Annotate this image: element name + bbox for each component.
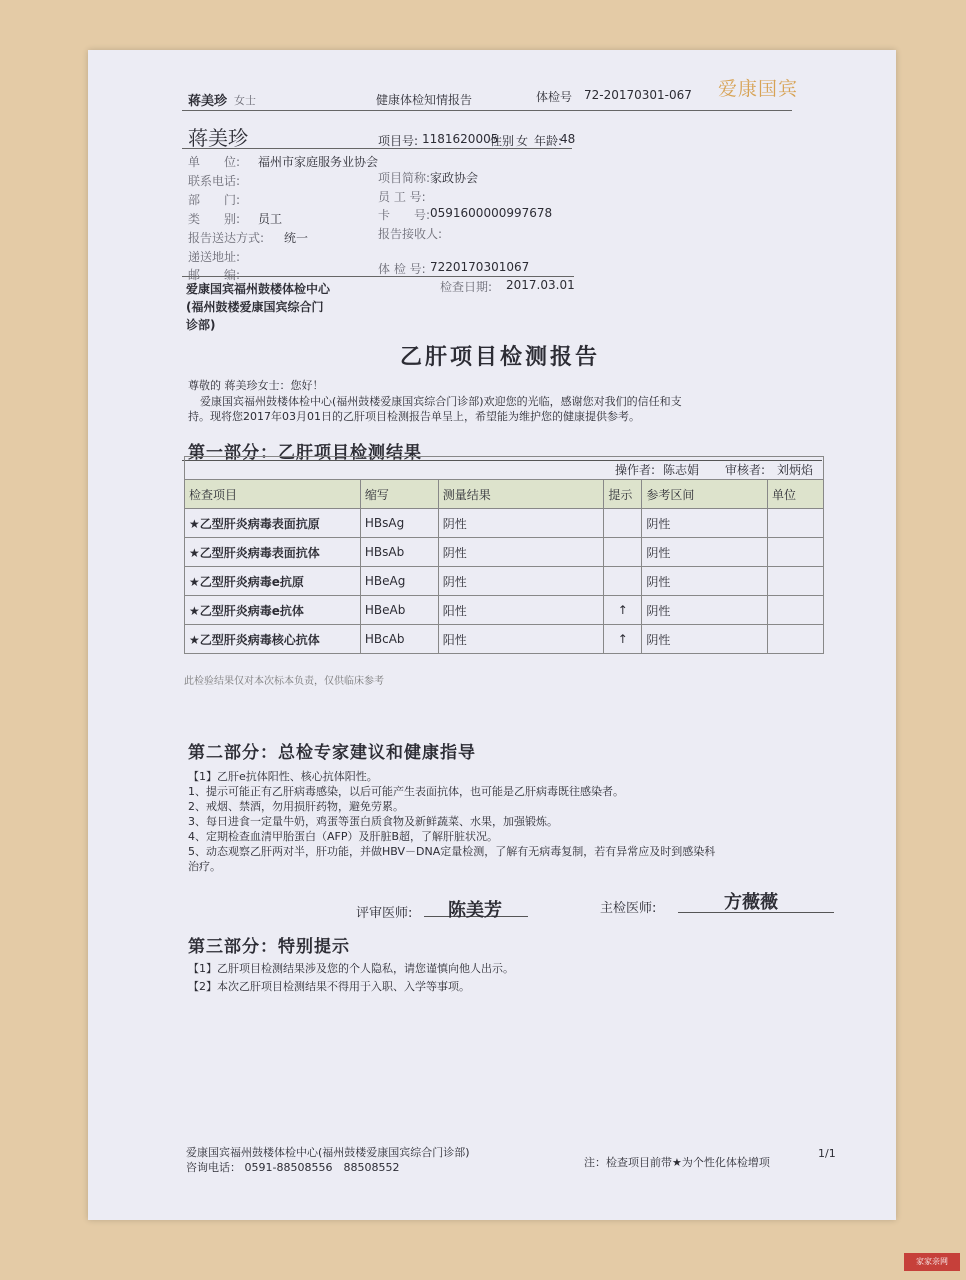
header-divider [182,110,792,111]
operator-bar [184,456,824,479]
part2-title: 第二部分：总检专家建议和健康指导 [188,743,476,763]
cell-unit [768,538,824,567]
col-header-hint: 提示 [604,480,642,509]
cell-item: ★乙型肝炎病毒表面抗原 [185,509,361,538]
phone-label: 联系电话: [188,174,241,188]
col-header-ref: 参考区间 [642,480,768,509]
cell-item: ★乙型肝炎病毒核心抗体 [185,625,361,654]
cell-abbr: HBcAb [360,625,438,654]
gender-label: 性别 [490,134,515,148]
age: 48 [560,132,576,146]
post-label: 邮 编: [188,268,241,282]
reviewer-doctor-label: 评审医师: [356,906,413,921]
cell-result: 阴性 [438,538,604,567]
cell-result: 阳性 [438,596,604,625]
header-exam-no-label: 体检号 [536,90,573,104]
col-header-item: 检查项目 [185,480,361,509]
cell-hint: ↑ [604,625,642,654]
page-number: 1/1 [818,1147,836,1160]
cell-abbr: HBsAb [360,538,438,567]
center-line3: 诊部) [186,318,216,332]
greeting-line1: 爱康国宾福州鼓楼体检中心(福州鼓楼爱康国宾综合门诊部)欢迎您的光临，感谢您对我们的信任和支 [200,395,682,408]
greeting-salutation: 尊敬的 蒋美珍女士：您好！ [188,379,324,392]
part3-title: 第三部分：特别提示 [188,937,350,957]
advice-line: 2、戒烟、禁酒，勿用损肝药物，避免劳累。 [188,800,404,813]
cell-item: ★乙型肝炎病毒e抗体 [185,596,361,625]
advice-line: 【1】乙肝e抗体阳性、核心抗体阳性。 [188,770,378,783]
results-block [184,456,824,654]
col-header-abbr: 缩写 [360,480,438,509]
project-short-value: 家政协会 [430,171,479,185]
notice-line: 【1】乙肝项目检测结果涉及您的个人隐私，请您谨慎向他人出示。 [188,962,514,975]
gender: 女 [516,134,529,148]
advice-line: 3、每日进食一定量牛奶，鸡蛋等蛋白质食物及新鲜蔬菜、水果，加强锻炼。 [188,815,558,828]
delivery-value: 统一 [284,231,309,245]
cell-hint [604,567,642,596]
cell-unit [768,625,824,654]
cell-hint: ↑ [604,596,642,625]
exam-no-value: 7220170301067 [430,260,530,274]
results-footnote: 此检验结果仅对本次标本负责，仅供临床参考 [184,676,384,687]
footer-center: 爱康国宾福州鼓楼体检中心(福州鼓楼爱康国宾综合门诊部) [186,1146,470,1159]
table-row [185,596,824,625]
cell-unit [768,596,824,625]
delivery-label: 报告送达方式: [188,231,265,245]
project-no: 1181620005 [422,132,499,146]
name-underline [182,148,572,149]
header-honorific: 女士 [234,94,256,107]
report-page [88,50,896,1220]
cell-hint [604,538,642,567]
cell-ref: 阴性 [642,538,768,567]
part1-title: 第一部分：乙肝项目检测结果 [188,443,422,463]
advice-line: 4、定期检查血清甲胎蛋白（AFP）及肝脏B超，了解肝脏状况。 [188,830,499,843]
advice-line: 治疗。 [188,860,221,873]
cell-abbr: HBsAg [360,509,438,538]
project-no-label: 项目号: [378,134,419,148]
table-row [185,625,824,654]
cell-abbr: HBeAg [360,567,438,596]
table-row [185,509,824,538]
dept-label: 部 门: [188,193,241,207]
operator-label: 操作者: [615,463,656,477]
report-title: 乙肝项目检测报告 [400,345,601,370]
center-line2: (福州鼓楼爱康国宾综合门 [186,300,324,314]
center-line1: 爱康国宾福州鼓楼体检中心 [186,282,331,296]
col-header-unit: 单位 [768,480,824,509]
brand-logo: 爱康国宾 [718,78,799,100]
reviewer-label: 审核者: [725,463,766,477]
card-value: 0591600000997678 [430,206,553,220]
watermark-stamp: 家家亲网 [904,1253,960,1271]
cell-result: 阴性 [438,567,604,596]
receiver-label: 报告接收人: [378,227,443,241]
reviewer-signature: 陈美芳 [448,900,502,921]
unit-label: 单 位: [188,155,241,169]
header-report-type: 健康体检知情报告 [376,93,473,107]
operator-value: 陈志娟 [663,463,700,477]
table-row [185,538,824,567]
project-short-label: 项目简称: [378,171,431,185]
exam-no-label: 体 检 号: [378,262,426,276]
cell-ref: 阴性 [642,509,768,538]
category-value: 员工 [258,212,283,226]
advice-line: 5、动态观察乙肝两对半，肝功能，并做HBV－DNA定量检测，了解有无病毒复制，若有异常应及时到感染科 [188,845,716,858]
cell-result: 阴性 [438,509,604,538]
unit-value: 福州市家庭服务业协会 [258,155,379,169]
header-name: 蒋美珍 [188,94,228,109]
cell-unit [768,509,824,538]
cell-item: ★乙型肝炎病毒e抗原 [185,567,361,596]
card-label: 卡 号: [378,208,431,222]
header-exam-no: 72-20170301-067 [584,88,692,102]
category-label: 类 别: [188,212,241,226]
greeting-line2: 持。现将您2017年03月01日的乙肝项目检测报告单呈上，希望能为维护您的健康提供参考。 [188,410,640,423]
cell-abbr: HBeAb [360,596,438,625]
table-row [185,567,824,596]
cell-ref: 阴性 [642,596,768,625]
results-table [184,479,824,654]
age-label: 年龄: [534,134,563,148]
col-header-result: 测量结果 [438,480,604,509]
cell-unit [768,567,824,596]
staff-label: 员 工 号: [378,190,426,204]
cell-ref: 阴性 [642,625,768,654]
cell-item: ★乙型肝炎病毒表面抗体 [185,538,361,567]
reviewer-value: 刘炳焰 [777,463,814,477]
advice-line: 1、提示可能正有乙肝病毒感染，以后可能产生表面抗体，也可能是乙肝病毒既往感染者。 [188,785,624,798]
results-header-row [185,480,824,509]
info-underline [182,276,574,277]
cell-ref: 阴性 [642,567,768,596]
date-label: 检查日期: [440,280,493,294]
chief-signature: 方薇薇 [724,892,778,913]
notice-line: 【2】本次乙肝项目检测结果不得用于入职、入学等事项。 [188,980,470,993]
date-value: 2017.03.01 [506,278,575,292]
patient-name: 蒋美珍 [188,126,248,150]
address-label: 递送地址: [188,250,241,264]
cell-hint [604,509,642,538]
cell-result: 阳性 [438,625,604,654]
footer-phone: 咨询电话： 0591-88508556 88508552 [186,1161,400,1174]
chief-doctor-label: 主检医师: [600,901,657,916]
footer-note: 注：检查项目前带★为个性化体检增项 [584,1156,770,1169]
